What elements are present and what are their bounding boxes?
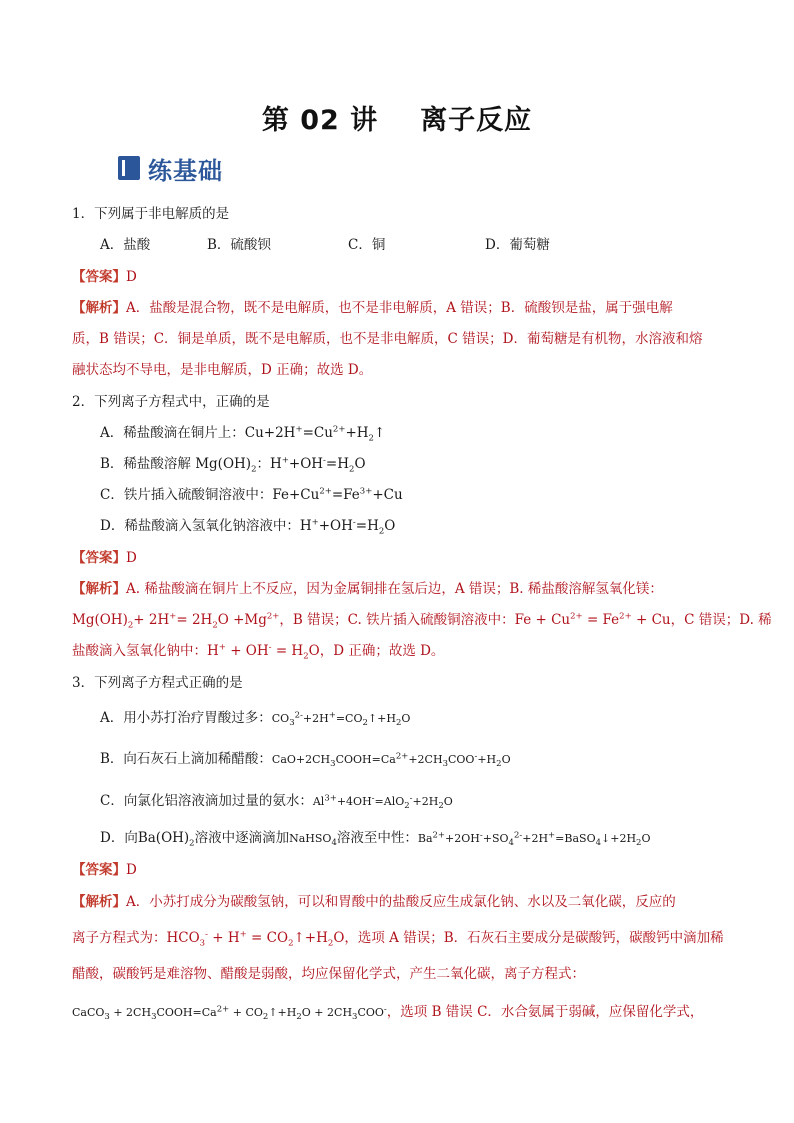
q3-option-a: A．用小苏打治疗胃酸过多：$CO_3^{2-}+2H^+=CO_2↑+H_2O$ (100, 710, 411, 729)
q3-analysis-line-1: 【解析】A．小苏打成分为碳酸氢钠，可以和胃酸中的盐酸反应生成氯化钠、水以及二氧化碳，反应的 (72, 894, 676, 910)
q2-option-a: A．稀盐酸滴在铜片上：$Cu+2H^+=Cu^{2+}+H_2↑$ (100, 424, 386, 444)
lecture-topic: 离子反应 (420, 105, 533, 136)
q2-option-c: C．铁片插入硫酸铜溶液中：$Fe+Cu^{2+}=Fe^{3+}+Cu$ (100, 486, 403, 503)
q3-option-d: D．向$Ba(OH)_2$溶液中逐滴滴加NaHSO$_4$溶液至中性：$Ba^{2+}+2OH^-+SO_4^{2-}+2H^+=BaSO_4↓+2H_2O$ (100, 830, 651, 849)
book-icon (118, 156, 140, 180)
q1-analysis-line-1: 【解析】A．盐酸是混合物，既不是电解质，也不是非电解质，A 错误；B．硫酸钡是盐，属于强电解 (72, 300, 673, 316)
q3-answer-value: D (126, 862, 137, 878)
q2-stem: 2．下列离子方程式中，正确的是 (72, 394, 270, 410)
q3-option-b: B．向石灰石上滴加稀醋酸：$CaO+2CH_3COOH=Ca^{2+}+2CH_3COO^-+H_2O$ (100, 751, 511, 770)
q2-analysis-line-3: 盐酸滴入氢氧化钠中：$H^+ + OH^- = H_2O$，D 正确；故选 D。 (72, 642, 445, 662)
q1-answer (72, 267, 732, 287)
q1-option-c: C．铜 (348, 237, 386, 253)
q1-answer-value: D (126, 269, 137, 285)
q2-answer-value: D (126, 550, 137, 566)
q1-analysis-line-3: 融状态均不导电，是非电解质，D 正确；故选 D。 (72, 362, 373, 378)
q3-analysis-line-2: 离子方程式为：$HCO_3^- + H^+$ = $CO_2↑+H_2O$，选项 A 错误；B．石灰石主要成分是碳酸钙，碳酸钙中滴加稀 (72, 929, 724, 949)
q3-stem: 3．下列离子方程式正确的是 (72, 675, 243, 691)
section-header (118, 152, 223, 184)
q2-analysis-line-2: $Mg(OH)_2+ 2H^+= 2H_2O +Mg^{2+}$，B 错误；C. 铁片插入硫酸铜溶液中：$Fe + Cu^{2+} = Fe^{2+} + Cu$，C 错误；D. 稀 (72, 611, 772, 631)
answer-tag: 【答案】 (72, 269, 126, 285)
q2-answer: 【答案】D (72, 550, 137, 566)
q3-answer: 【答案】D (72, 862, 137, 878)
q3-analysis-line-4: CaCO$_3$ + $2CH_3COOH=Ca^{2+}$ + $CO_2↑+H_2O + 2CH_3COO^-$，选项 B 错误 C．水合氨属于弱碱，应保留化学式， (72, 1004, 704, 1023)
q1-analysis-line-2: 质，B 错误；C．铜是单质，既不是电解质，也不是非电解质，C 错误；D．葡萄糖是有机物，水溶液和熔 (72, 331, 703, 347)
analysis-tag: 【解析】 (72, 300, 126, 316)
q2-option-b: B．稀盐酸溶解 $Mg(OH)_2$：$H^++OH^-=H_2O$ (100, 455, 366, 475)
q1-stem: 1．下列属于非电解质的是 (72, 206, 230, 222)
q1-option-d: D．葡萄糖 (485, 237, 550, 253)
section-label: 练基础 (148, 156, 223, 185)
q3-option-c: C．向氯化铝溶液滴加过量的氨水：$Al^{3+}+4OH^-=AlO_2^-+2H_2O$ (100, 793, 453, 812)
q2-option-d: D．稀盐酸滴入氢氧化钠溶液中：$H^++OH^-=H_2O$ (100, 517, 396, 537)
q1-option-b: B．硫酸钡 (207, 237, 271, 253)
q3-analysis-line-3: 醋酸，碳酸钙是难溶物、醋酸是弱酸，均应保留化学式，产生二氧化碳，离子方程式： (72, 966, 585, 982)
q2-analysis-line-1: 【解析】A. 稀盐酸滴在铜片上不反应，因为金属铜排在氢后边，A 错误；B. 稀盐酸溶解氢氧化镁： (72, 581, 663, 597)
page-title (0, 98, 794, 137)
lecture-number: 第 02 讲 (261, 105, 379, 136)
q1-options (100, 235, 760, 255)
q1-option-a: A．盐酸 (100, 237, 151, 253)
